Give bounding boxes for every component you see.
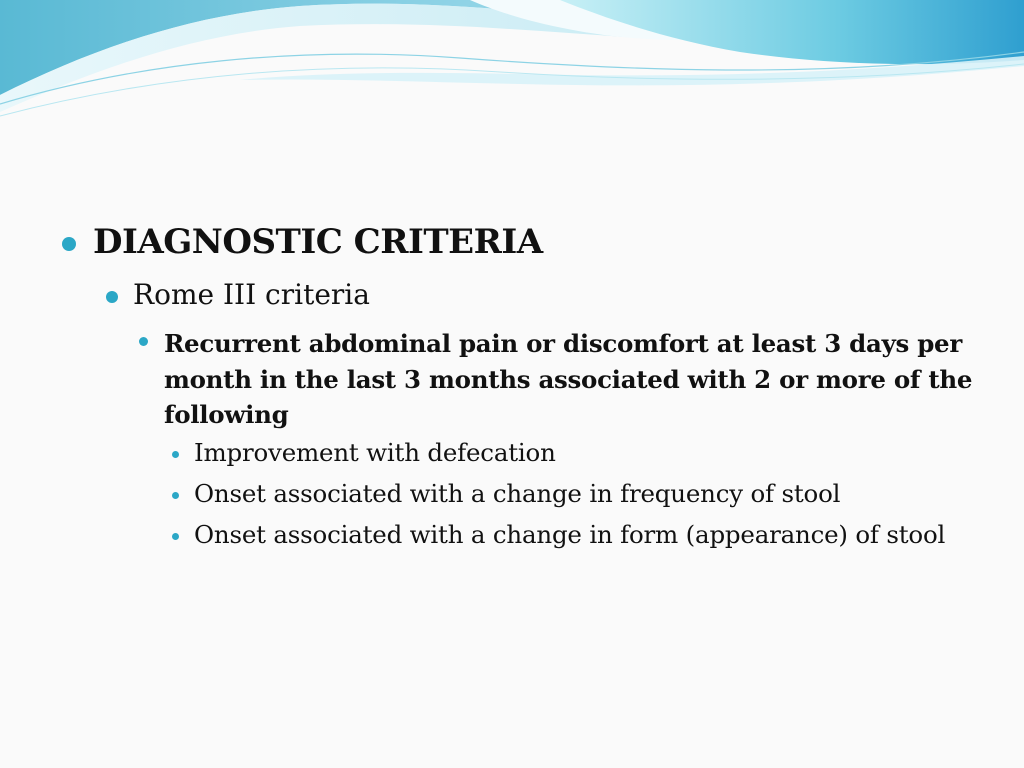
list-item: Onset associated with a change in form (appearance) of stool — [194, 520, 946, 549]
bullet-icon — [106, 291, 118, 303]
bullet-icon — [139, 337, 148, 346]
wave-header-decoration — [0, 0, 1024, 130]
heading: DIAGNOSTIC CRITERIA — [93, 222, 543, 262]
list-item: Onset associated with a change in frequency of stool — [194, 479, 841, 508]
bullet-icon — [172, 451, 179, 458]
bullet-icon — [172, 533, 179, 540]
subheading: Rome III criteria — [133, 278, 370, 311]
criterion-text: Recurrent abdominal pain or discomfort at least 3 days per month in the last 3 months associated with 2 or more of the following — [164, 329, 973, 429]
list-item: Improvement with defecation — [194, 438, 556, 467]
bullet-icon — [172, 492, 179, 499]
bullet-icon — [62, 237, 76, 251]
